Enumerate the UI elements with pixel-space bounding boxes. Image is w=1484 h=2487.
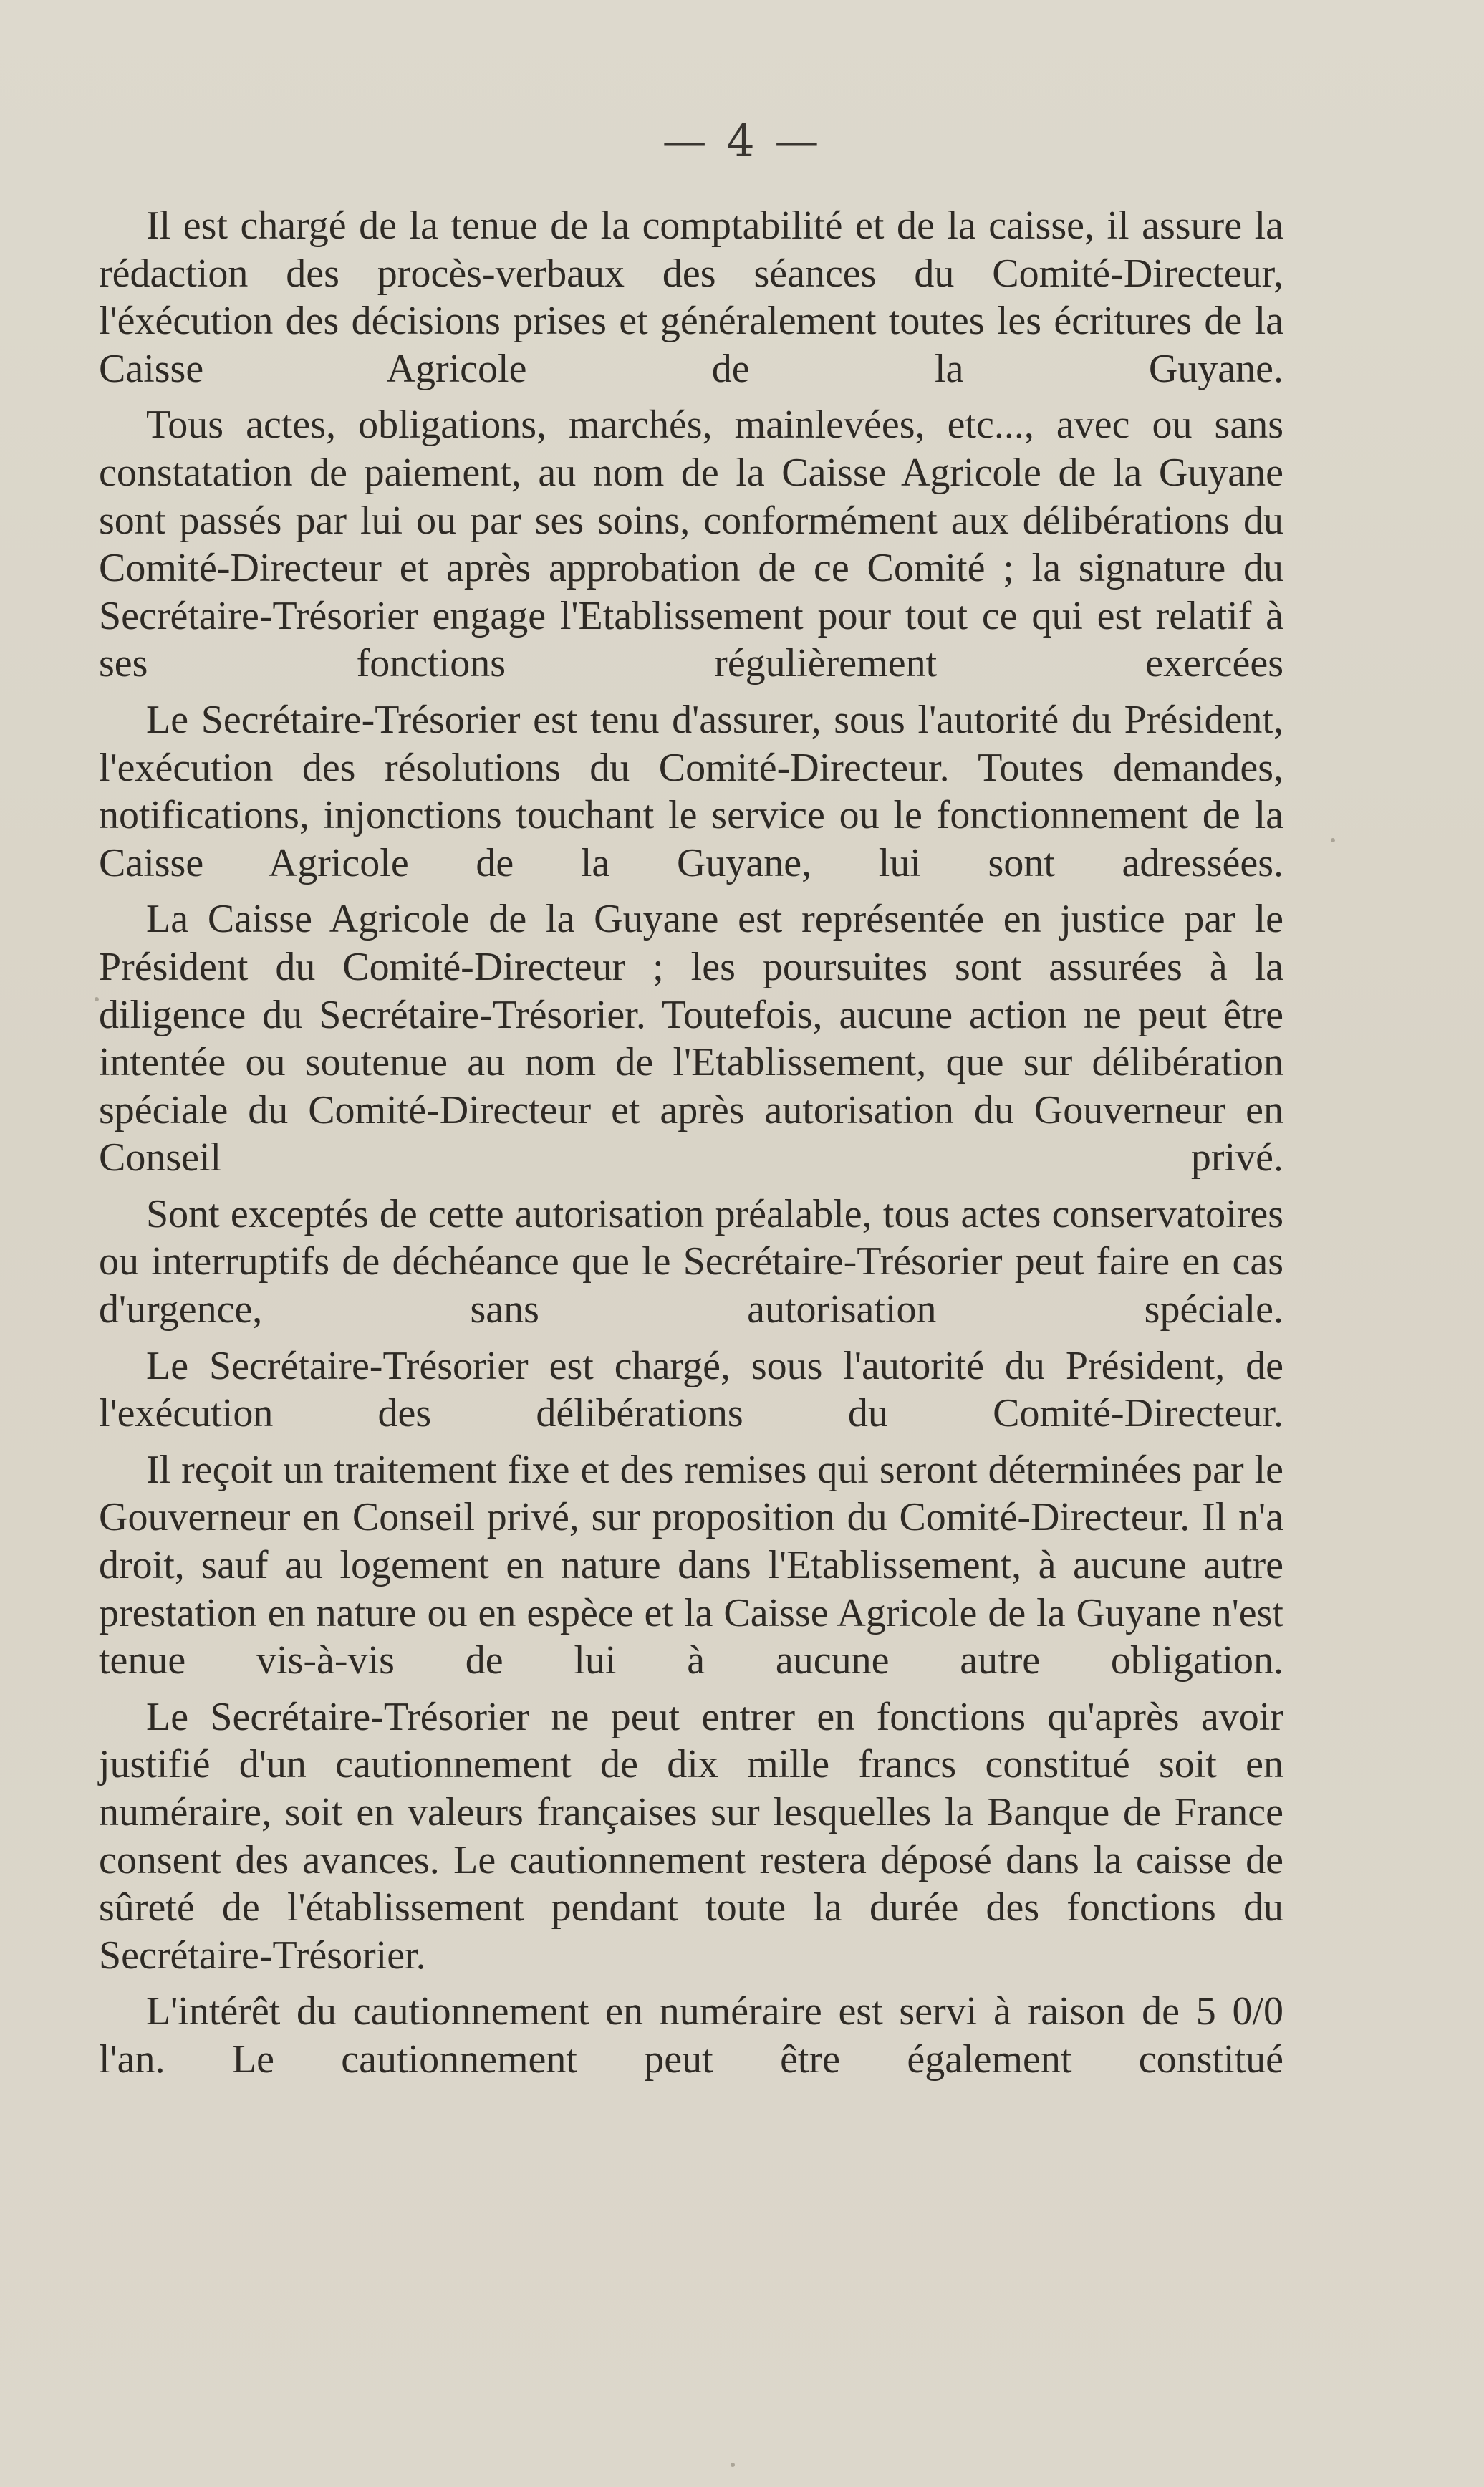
paper-speck xyxy=(731,2463,735,2467)
paragraph-4: La Caisse Agricole de la Guyane est représentée en justice par le Président du Comité-Directeur ; les poursuites sont assurées à la diligence du Secrétaire-Trésorier. Toutefois, aucune action ne peut être intentée ou soutenue au nom de l'Etablissement, que sur délibération spéciale du Comité-Directeur et après autorisation du Gouverneur en Conseil privé. xyxy=(99,897,1283,1180)
body-text xyxy=(99,202,1283,2092)
paragraph-3: Le Secrétaire-Trésorier est tenu d'assurer, sous l'autorité du Président, l'exécution des résolutions du Comité-Directeur. Toutes demandes, notifications, injonctions touchant le service ou le fonctionnement de la Caisse Agricole de la Guyane, lui sont adressées. xyxy=(99,697,1283,885)
paragraph-8: Le Secrétaire-Trésorier ne peut entrer en fonctions qu'après avoir justifié d'un cautionnement de dix mille francs constitué soit en numéraire, soit en valeurs françaises sur lesquelles la Banque de France consent des avances. Le cautionnement restera déposé dans la caisse de sûreté de l'établissement pendant toute la durée des fonctions du Secrétaire-Trésorier. xyxy=(99,1694,1283,1978)
paragraph-9: L'intérêt du cautionnement en numéraire est servi à raison de 5 0/0 l'an. Le cautionnement peut être également constitué xyxy=(99,1989,1283,2082)
paragraph-5: Sont exceptés de cette autorisation préalable, tous actes conservatoires ou interruptifs de déchéance que le Secrétaire-Trésorier peut faire en cas d'urgence, sans autorisation spéciale. xyxy=(99,1191,1283,1332)
paragraph-1: Il est chargé de la tenue de la comptabilité et de la caisse, il assure la rédaction des procès-verbaux des séances du Comité-Directeur, l'éxécution des décisions prises et généralement toutes les écritures de la Caisse Agricole de la Guyane. xyxy=(99,203,1283,391)
paragraph-7: Il reçoit un traitement fixe et des remises qui seront déterminées par le Gouverneur en Conseil privé, sur proposition du Comité-Directeur. Il n'a droit, sauf au logement en nature dans l'Etablissement, à aucune autre prestation en nature ou en espèce et la Caisse Agricole de la Guyane n'est tenue vis-à-vis de lui à aucune autre obligation. xyxy=(99,1447,1283,1683)
page-number: — 4 — xyxy=(662,115,822,167)
paragraph-2: Tous actes, obligations, marchés, mainlevées, etc..., avec ou sans constatation de paiement, au nom de la Caisse Agricole de la Guyane sont passés par lui ou par ses soins, conformément aux délibérations du Comité-Directeur et après approbation de ce Comité ; la signature du Secrétaire-Trésorier engage l'Etablissement pour tout ce qui est relatif à ses fonctions régulièrement exercées xyxy=(99,403,1283,686)
paragraph-6: Le Secrétaire-Trésorier est chargé, sous l'autorité du Président, de l'exécution des délibérations du Comité-Directeur. xyxy=(99,1343,1283,1436)
paper-speck xyxy=(95,997,99,1001)
paper-speck xyxy=(1331,838,1335,842)
